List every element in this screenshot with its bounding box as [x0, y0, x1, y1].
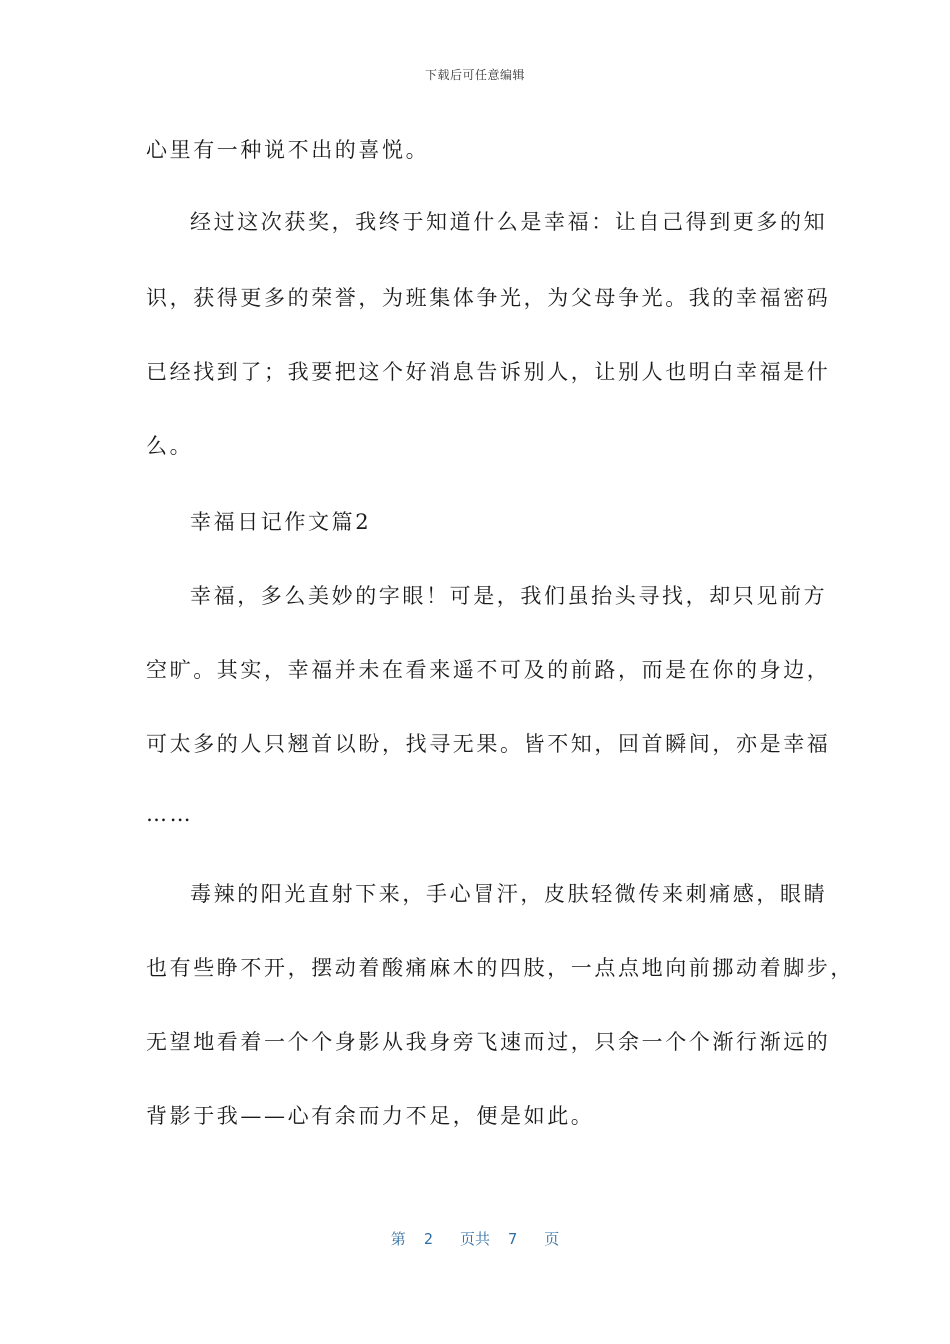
paragraph-line: 已经找到了；我要把这个好消息告诉别人，让别人也明白幸福是什: [146, 360, 831, 384]
total-pages-number: 7: [508, 1230, 518, 1248]
paragraph-line: 空旷。其实，幸福并未在看来遥不可及的前路，而是在你的身边，: [146, 658, 831, 682]
paragraph-line: 背影于我——心有余而力不足，便是如此。: [146, 1104, 595, 1128]
paragraph-line: 毒辣的阳光直射下来，手心冒汗，皮肤轻微传来刺痛感，眼睛: [190, 882, 828, 906]
paragraph-line: 经过这次获奖，我终于知道什么是幸福：让自己得到更多的知: [190, 210, 828, 234]
page-header: 下载后可任意编辑: [424, 68, 525, 82]
paragraph-line: 心里有一种说不出的喜悦。: [146, 138, 430, 162]
footer-suffix: 页: [544, 1230, 560, 1248]
paragraph-line: ……: [146, 802, 194, 826]
paragraph-line: 可太多的人只翘首以盼，找寻无果。皆不知，回首瞬间，亦是幸福: [146, 732, 831, 756]
section-heading: 幸福日记作文篇2: [190, 510, 372, 534]
paragraph-line: 无望地看着一个个身影从我身旁飞速而过，只余一个个渐行渐远的: [146, 1030, 831, 1054]
page-footer: [0, 1228, 950, 1249]
paragraph-line: 识，获得更多的荣誉，为班集体争光，为父母争光。我的幸福密码: [146, 286, 831, 310]
current-page-number: 2: [423, 1230, 433, 1248]
paragraph-line: 么。: [146, 434, 194, 458]
footer-middle: 页共: [459, 1230, 490, 1248]
footer-prefix: 第: [390, 1230, 406, 1248]
paragraph-line: 幸福，多么美妙的字眼！可是，我们虽抬头寻找，却只见前方: [190, 584, 828, 608]
paragraph-line: 也有些睁不开，摆动着酸痛麻木的四肢，一点点地向前挪动着脚步，: [146, 956, 854, 980]
